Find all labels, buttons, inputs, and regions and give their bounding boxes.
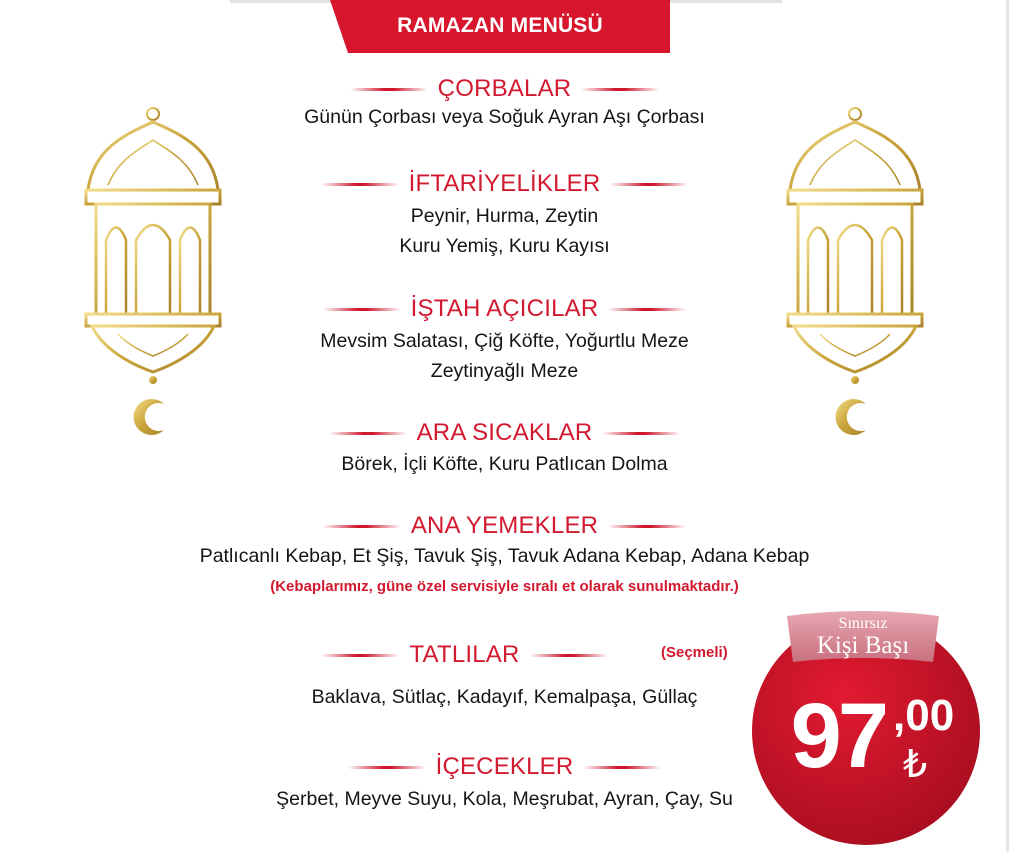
section-title: ANA YEMEKLER — [410, 512, 599, 539]
price-label-bottom: Kişi Başı — [816, 632, 910, 659]
heading-rule-right — [581, 88, 659, 91]
heading-rule-left — [350, 88, 428, 91]
section-heading-ana-yemekler — [0, 512, 1009, 542]
lantern-left-icon — [78, 0, 228, 440]
heading-rule-right — [608, 308, 686, 311]
section-title: ARA SICAKLAR — [416, 419, 593, 446]
section-title: İFTARİYELİKLER — [408, 170, 601, 197]
heading-rule-left — [329, 432, 407, 435]
heading-rule-right — [602, 432, 680, 435]
menu-item: Börek, İçli Köfte, Kuru Patlıcan Dolma — [341, 453, 668, 475]
menu-item: Zeytinyağlı Meze — [430, 360, 579, 382]
currency-icon: ₺ — [903, 742, 928, 786]
lantern-right-icon — [780, 0, 930, 440]
heading-rule-right — [583, 766, 661, 769]
heading-rule-left — [321, 654, 399, 657]
heading-rule-left — [323, 525, 401, 528]
title-banner — [330, 0, 670, 53]
section-items — [0, 449, 1009, 479]
menu-item: Patlıcanlı Kebap, Et Şiş, Tavuk Şiş, Tavuk Adana Kebap, Adana Kebap — [199, 545, 810, 567]
section-title: ÇORBALAR — [437, 75, 572, 102]
heading-rule-left — [348, 766, 426, 769]
heading-rule-left — [321, 183, 399, 186]
heading-rule-right — [608, 525, 686, 528]
price-label-top: Sınırsız — [838, 615, 888, 632]
menu-item: Kuru Yemiş, Kuru Kayısı — [399, 235, 610, 257]
menu-item: Şerbet, Meyve Suyu, Kola, Meşrubat, Ayran, Çay, Su — [276, 788, 733, 810]
section-title: İŞTAH AÇICILAR — [410, 295, 599, 322]
menu-item: Mevsim Salatası, Çiğ Köfte, Yoğurtlu Meze — [320, 330, 689, 352]
kebab-note: (Kebaplarımız, güne özel servisiyle sıralı et olarak sunulmaktadır.) — [270, 578, 739, 595]
section-title: TATLILAR — [409, 641, 520, 668]
heading-rule-right — [610, 183, 688, 186]
heading-rule-right — [530, 654, 608, 657]
price-integer: 97 — [790, 685, 885, 787]
menu-item: Baklava, Sütlaç, Kadayıf, Kemalpaşa, Güllaç — [311, 686, 698, 708]
section-items — [0, 541, 1009, 571]
menu-item: Peynir, Hurma, Zeytin — [410, 205, 599, 227]
optional-tag: (Seçmeli) — [661, 644, 728, 661]
heading-rule-left — [323, 308, 401, 311]
price-label-ribbon — [783, 610, 943, 668]
menu-title: RAMAZAN MENÜSÜ — [397, 14, 603, 37]
menu-item: Günün Çorbası veya Soğuk Ayran Aşı Çorbası — [304, 106, 705, 128]
price-decimal: ,00 — [893, 691, 955, 740]
section-title: İÇECEKLER — [435, 753, 574, 780]
